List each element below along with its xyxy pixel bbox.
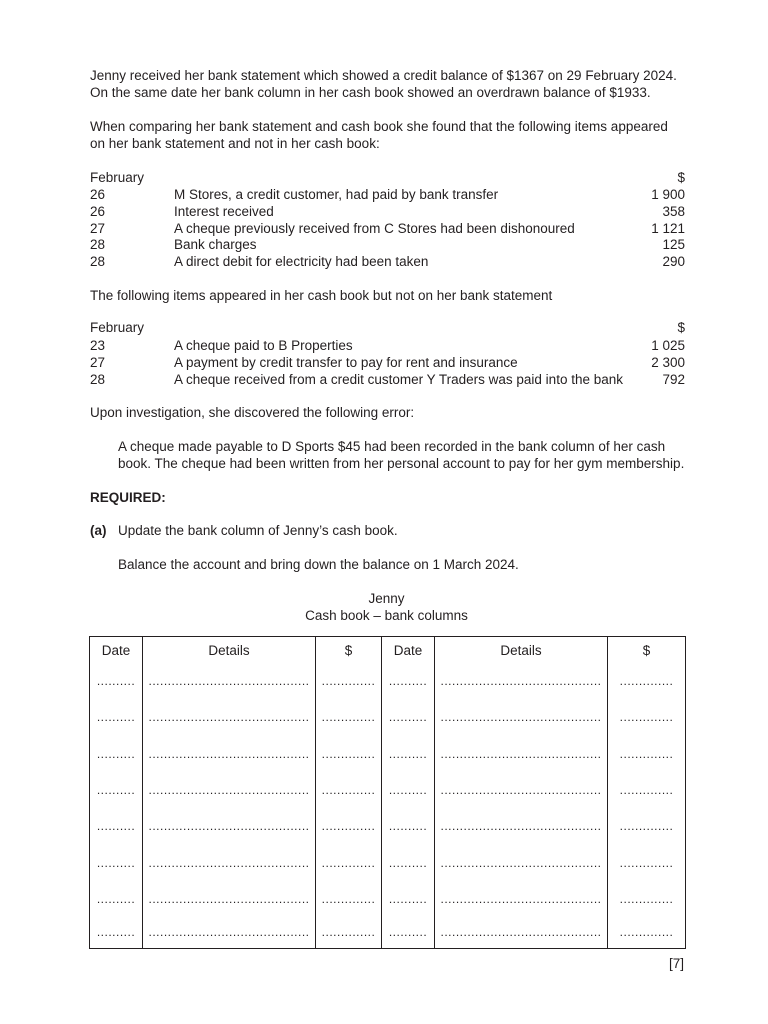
credit-details-header: Details (435, 637, 608, 664)
bank-item-day: 26 (90, 204, 106, 219)
credit-date-blank[interactable]: .......... (382, 663, 435, 699)
comparing-line-2: on her bank statement and not in her cash book: (90, 136, 380, 151)
debit-amount-blank[interactable]: .............. (316, 736, 382, 772)
bank-item-desc: Bank charges (174, 237, 257, 252)
bank-item-day: 28 (90, 254, 106, 269)
part-a-label: (a) (90, 523, 107, 538)
debit-amount-blank[interactable]: .............. (316, 772, 382, 808)
credit-date-blank[interactable]: .......... (382, 881, 435, 917)
credit-amount-header: $ (608, 637, 686, 664)
cashbook-subtitle: Cash book – bank columns (305, 608, 468, 623)
bank-item-desc: A cheque previously received from C Stores had been dishonoured (174, 221, 575, 236)
credit-date-header: Date (382, 637, 435, 664)
bank-item-row (90, 186, 685, 203)
bank-items-header (90, 169, 685, 186)
error-line-2: book. The cheque had been written from her personal account to pay for her gym membership. (118, 456, 685, 471)
bank-item-desc: Interest received (174, 204, 274, 219)
credit-amount-blank[interactable]: .............. (608, 808, 686, 844)
bank-item-amount: 1 900 (651, 187, 685, 202)
cashbook-answer-row (90, 808, 686, 844)
cashbook-item-desc: A cheque paid to B Properties (174, 338, 353, 353)
debit-date-blank[interactable]: .......... (90, 772, 143, 808)
bank-item-row (90, 203, 685, 220)
credit-date-blank[interactable]: .......... (382, 808, 435, 844)
error-line-1: A cheque made payable to D Sports $45 had been recorded in the bank column of her cash (118, 439, 666, 454)
bank-item-desc: M Stores, a credit customer, had paid by bank transfer (174, 187, 499, 202)
cashbook-item-desc: A cheque received from a credit customer Y Traders was paid into the bank (174, 372, 623, 387)
bank-item-row (90, 236, 685, 253)
part-a-instruction: Balance the account and bring down the balance on 1 March 2024. (118, 557, 519, 572)
cashbook-table (89, 636, 686, 949)
credit-amount-blank[interactable]: .............. (608, 844, 686, 880)
bank-item-day: 27 (90, 221, 106, 236)
intro-line-1: Jenny received her bank statement which showed a credit balance of $1367 on 29 February 2024. (90, 68, 677, 83)
part-a-text: Update the bank column of Jenny’s cash book. (118, 523, 398, 538)
cashbook-item-amount: 792 (662, 372, 685, 387)
cashbook-answer-row (90, 772, 686, 808)
bank-item-amount: 1 121 (651, 221, 685, 236)
cashbook-items-currency: $ (677, 320, 685, 335)
credit-date-blank[interactable]: .......... (382, 699, 435, 735)
intro-line-2: On the same date her bank column in her cash book showed an overdrawn balance of $1933. (90, 85, 651, 100)
bank-item-amount: 358 (662, 204, 685, 219)
bank-items-currency: $ (677, 170, 685, 185)
credit-date-blank[interactable]: .......... (382, 736, 435, 772)
bank-item-desc: A direct debit for electricity had been taken (174, 254, 429, 269)
credit-amount-blank[interactable]: .............. (608, 736, 686, 772)
bank-item-day: 28 (90, 237, 106, 252)
debit-date-blank[interactable]: .......... (90, 736, 143, 772)
debit-date-header: Date (90, 637, 143, 664)
credit-details-blank[interactable]: .......................................... (435, 844, 608, 880)
cashbook-intro: The following items appeared in her cash book but not on her bank statement (90, 288, 553, 303)
required-heading: REQUIRED: (90, 490, 166, 505)
credit-details-blank[interactable]: .......................................... (435, 663, 608, 699)
credit-date-blank[interactable]: .......... (382, 844, 435, 880)
debit-amount-header: $ (316, 637, 382, 664)
cashbook-item-row (90, 354, 685, 371)
cashbook-answer-row (90, 699, 686, 735)
comparing-paragraph (90, 118, 690, 152)
credit-details-blank[interactable]: .......................................... (435, 699, 608, 735)
marks-allocation: [7] (668, 956, 684, 971)
debit-details-blank[interactable]: .......................................... (143, 663, 316, 699)
credit-details-blank[interactable]: .......................................... (435, 917, 608, 949)
debit-amount-blank[interactable]: .............. (316, 663, 382, 699)
cashbook-item-day: 28 (90, 372, 106, 387)
cashbook-item-row (90, 337, 685, 354)
comparing-line-1: When comparing her bank statement and cash book she found that the following items appeared (90, 119, 668, 134)
debit-date-blank[interactable]: .......... (90, 663, 143, 699)
bank-items-month: February (90, 170, 145, 185)
cashbook-item-day: 23 (90, 338, 106, 353)
cashbook-answer-row (90, 663, 686, 699)
credit-amount-blank[interactable]: .............. (608, 881, 686, 917)
debit-date-blank[interactable]: .......... (90, 917, 143, 949)
bank-item-day: 26 (90, 187, 106, 202)
intro-paragraph (90, 67, 690, 101)
cashbook-answer-row (90, 736, 686, 772)
debit-details-header: Details (143, 637, 316, 664)
cashbook-answer-row (90, 844, 686, 880)
cashbook-item-amount: 1 025 (651, 338, 685, 353)
debit-details-blank[interactable]: .......................................... (143, 772, 316, 808)
cashbook-item-amount: 2 300 (651, 355, 685, 370)
cashbook-item-day: 27 (90, 355, 106, 370)
investigation-text: Upon investigation, she discovered the following error: (90, 405, 415, 420)
credit-details-blank[interactable]: .......................................... (435, 808, 608, 844)
cashbook-item-desc: A payment by credit transfer to pay for rent and insurance (174, 355, 518, 370)
credit-date-blank[interactable]: .......... (382, 772, 435, 808)
credit-amount-blank[interactable]: .............. (608, 663, 686, 699)
credit-date-blank[interactable]: .......... (382, 917, 435, 949)
credit-amount-blank[interactable]: .............. (608, 772, 686, 808)
bank-item-amount: 290 (662, 254, 685, 269)
debit-date-blank[interactable]: .......... (90, 881, 143, 917)
debit-amount-blank[interactable]: .............. (316, 699, 382, 735)
debit-date-blank[interactable]: .......... (90, 699, 143, 735)
credit-details-blank[interactable]: .......................................... (435, 772, 608, 808)
bank-item-amount: 125 (662, 237, 685, 252)
cashbook-items-header (90, 319, 685, 336)
credit-details-blank[interactable]: .......................................... (435, 736, 608, 772)
cashbook-items-month: February (90, 320, 145, 335)
debit-details-blank[interactable]: .......................................... (143, 917, 316, 949)
cashbook-item-row (90, 371, 685, 388)
cashbook-answer-row (90, 917, 686, 949)
debit-amount-blank[interactable]: .............. (316, 881, 382, 917)
credit-details-blank[interactable]: .......................................... (435, 881, 608, 917)
part-a-question (90, 522, 685, 539)
debit-details-blank[interactable]: .......................................... (143, 881, 316, 917)
debit-date-blank[interactable]: .......... (90, 808, 143, 844)
error-paragraph (118, 438, 688, 472)
cashbook-title: Jenny (368, 591, 405, 606)
debit-date-blank[interactable]: .......... (90, 844, 143, 880)
debit-amount-blank[interactable]: .............. (316, 808, 382, 844)
credit-amount-blank[interactable]: .............. (608, 917, 686, 949)
cashbook-answer-row (90, 881, 686, 917)
credit-amount-blank[interactable]: .............. (608, 699, 686, 735)
debit-amount-blank[interactable]: .............. (316, 917, 382, 949)
bank-item-row (90, 253, 685, 270)
bank-item-row (90, 220, 685, 237)
debit-details-blank[interactable]: .......................................... (143, 699, 316, 735)
debit-details-blank[interactable]: .......................................... (143, 736, 316, 772)
cashbook-header-row (90, 637, 686, 664)
debit-amount-blank[interactable]: .............. (316, 844, 382, 880)
debit-details-blank[interactable]: .......................................... (143, 808, 316, 844)
debit-details-blank[interactable]: .......................................... (143, 844, 316, 880)
